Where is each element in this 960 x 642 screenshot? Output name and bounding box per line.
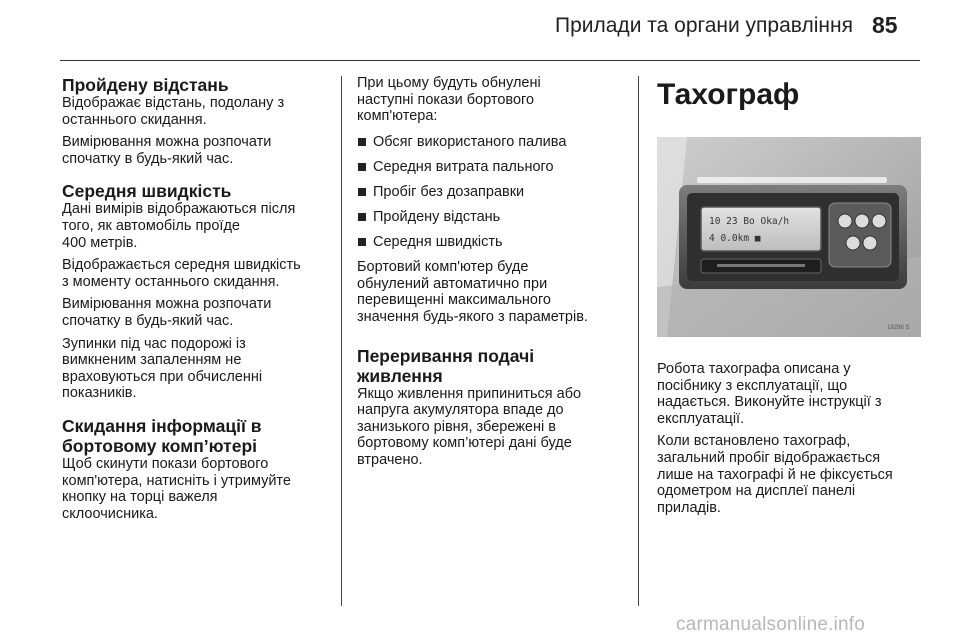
section-heading: Пройдену відстань: [62, 75, 229, 95]
column-3: [657, 75, 925, 522]
paragraph: При цьому будуть обнулені наступні покази бортового комп'ютера:: [357, 75, 541, 125]
paragraph: Робота тахографа описана у посібнику з експлуатації, що надається. Виконуйте інструкції з експлуатації.: [657, 361, 882, 427]
list-item-text: Обсяг використаного палива: [373, 133, 567, 150]
bullet-square-icon: [358, 238, 366, 246]
section-reset: [62, 416, 334, 522]
tachograph-button-icon: [855, 214, 869, 228]
tachograph-button-icon: [872, 214, 886, 228]
section-distance: [62, 75, 334, 167]
header-rule: [60, 60, 920, 61]
paragraph: Вимірювання можна розпочати спочатку в будь-який час.: [62, 134, 272, 167]
list-item-text: Середня витрата пального: [373, 158, 554, 175]
paragraph: Вимірювання можна розпочати спочатку в будь-який час.: [62, 296, 272, 329]
paragraph: Відображається середня швидкість з моменту останнього скидання.: [62, 257, 301, 290]
section-heading: Середня швидкість: [62, 181, 232, 202]
paragraph: Коли встановлено тахограф, загальний пробіг відображається лише на тахографі й не фіксується одометром на дисплеї панелі приладів.: [657, 433, 893, 516]
column-divider-2: [638, 76, 639, 606]
bullet-square-icon: [358, 213, 366, 221]
section-heading: Переривання подачі живлення: [357, 345, 535, 386]
paragraph: Зупинки під час подорожі із вимкненим запаленням не враховуються при обчисленні показників.: [62, 335, 263, 402]
page-number: 85: [872, 12, 898, 38]
column-divider-1: [341, 76, 342, 606]
reset-items-list: [357, 134, 629, 251]
list-item: [357, 209, 629, 226]
list-item-text: Пробіг без дозаправки: [373, 183, 525, 200]
watermark: carmanualsonline.info: [676, 614, 866, 635]
tachograph-display-line1: 10 23 Bo Oka/h: [709, 216, 790, 227]
list-item: [357, 134, 629, 151]
tachograph-button-icon: [838, 214, 852, 228]
tachograph-button-icon: [863, 236, 877, 250]
list-item-text: Пройдену відстань: [373, 209, 501, 226]
section-average-speed: [62, 181, 334, 402]
list-item: [357, 159, 629, 176]
section-power-interruption: [357, 346, 629, 469]
tachograph-photo: [657, 137, 921, 337]
list-item: [357, 184, 629, 201]
list-item-text: Середня швидкість: [373, 234, 503, 251]
paragraph: Відображає відстань, подолану з останнього скидання.: [62, 95, 285, 128]
bullet-square-icon: [358, 188, 366, 196]
column-2: [357, 75, 629, 483]
page-header-title: Прилади та органи управління: [555, 14, 853, 37]
section-heading: Скидання інформації в бортовому комп’ютері: [62, 415, 262, 456]
paragraph: Якщо живлення припиниться або напруга акумулятора впаде до занизького рівня, збережені в бортовому комп’ютері дані буде втрачено.: [357, 385, 582, 468]
bullet-square-icon: [358, 138, 366, 146]
paragraph: Дані вимірів відображаються після того, як автомобіль проїде 400 метрів.: [62, 201, 296, 251]
tachograph-heading: Тахограф: [657, 78, 800, 111]
tachograph-display-line2: 4 0.0km ■: [709, 233, 761, 244]
photo-code-label: 18298 S: [887, 325, 910, 331]
list-item: [357, 234, 629, 251]
column-1: [62, 75, 334, 536]
tachograph-button-icon: [846, 236, 860, 250]
paragraph: Щоб скинути покази бортового комп'ютера, натисніть і утримуйте кнопку на торці важеля склоочисника.: [62, 455, 291, 522]
bullet-square-icon: [358, 163, 366, 171]
paragraph: Бортовий комп'ютер буде обнулений автоматично при перевищенні максимального значення будь-якого з параметрів.: [357, 259, 588, 326]
